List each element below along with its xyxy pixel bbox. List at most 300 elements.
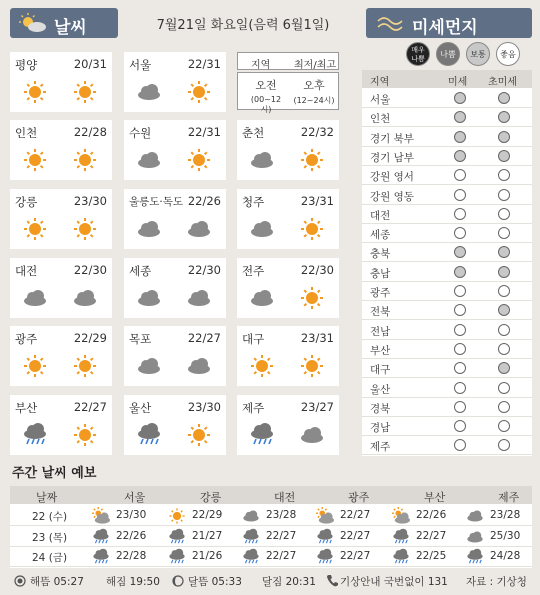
rain-icon [92, 528, 110, 546]
pm25-dot [498, 324, 510, 336]
pm25-dot [498, 111, 510, 123]
rain-icon [242, 528, 260, 546]
weekly-icon [92, 507, 110, 528]
city-name: 청주 [242, 195, 265, 209]
sun-icon [299, 353, 325, 379]
cloud-icon [136, 353, 162, 379]
pm10-dot [454, 266, 466, 278]
legend-pm-label: 오후 [303, 79, 325, 92]
rain-icon [22, 422, 48, 448]
sun-icon [186, 79, 212, 105]
pm10-dot [454, 285, 466, 297]
sunrise-text: 해뜸 05:27 [30, 576, 84, 588]
am-weather [136, 79, 162, 105]
city-name: 제주 [242, 401, 265, 415]
cloud-icon [242, 507, 260, 525]
rain-icon [392, 548, 410, 566]
dust-region: 전북 [370, 306, 391, 319]
city-name: 서울 [129, 58, 152, 72]
sun-icon [186, 147, 212, 173]
weekly-temp: 22/27 [416, 529, 447, 542]
level-very-bad [406, 42, 430, 66]
weekly-temp: 23/28 [490, 509, 521, 521]
city-card [10, 189, 112, 249]
pm-weather [299, 353, 325, 379]
date-text: 7월21일 화요일(음력 6월1일) [156, 18, 330, 33]
dust-region: 인천 [370, 113, 391, 126]
pm25-dot [498, 169, 510, 181]
sunset-text: 해짐 19:50 [106, 576, 160, 588]
legend-body [237, 72, 339, 114]
dust-row [362, 436, 532, 455]
city-card [237, 258, 339, 318]
pm-weather [299, 147, 325, 173]
weekly-icon [92, 548, 110, 569]
pm25-dot [498, 382, 510, 394]
pm-weather [186, 353, 212, 379]
city-name: 춘천 [242, 126, 265, 140]
weekly-icon [316, 548, 334, 569]
pm-weather [72, 79, 98, 105]
sun-icon [168, 507, 186, 525]
pm10-dot [454, 420, 466, 432]
pm-weather [299, 285, 325, 311]
cloud-icon [466, 507, 484, 525]
sunrise-icon [14, 575, 26, 587]
weekly-temp: 25/30 [490, 529, 521, 542]
weekly-icon [242, 507, 260, 528]
phone-text: 기상안내 국번없이 131 [340, 576, 448, 588]
am-weather [249, 422, 275, 448]
dust-row [362, 321, 532, 340]
weekly-temp: 22/29 [192, 509, 223, 521]
cloud-icon [186, 285, 212, 311]
pm25-dot [498, 150, 510, 162]
weekly-temp: 22/28 [116, 550, 147, 562]
am-weather [136, 147, 162, 173]
pm25-dot [498, 285, 510, 297]
am-weather [136, 422, 162, 448]
sun-icon [186, 422, 212, 448]
dust-region: 제주 [370, 441, 391, 454]
pm-weather [72, 353, 98, 379]
dust-table [362, 70, 532, 456]
pm25-dot [498, 362, 510, 374]
city-name: 울릉도·독도 [129, 196, 184, 208]
am-weather [22, 147, 48, 173]
weekly-head-cell: 제주 [498, 491, 520, 504]
cloud-icon [136, 216, 162, 242]
moonset-text: 달짐 20:31 [262, 576, 316, 588]
dust-row [362, 398, 532, 417]
city-temp: 23/30 [187, 400, 221, 414]
am-weather [22, 216, 48, 242]
cloud-icon [136, 147, 162, 173]
top-bar [0, 0, 540, 46]
pm10-dot [454, 246, 466, 258]
pm-weather [186, 285, 212, 311]
dust-region: 광주 [370, 287, 391, 299]
moon-icon [172, 575, 184, 587]
weekly-temp: 22/27 [340, 529, 371, 542]
pm10-dot [454, 439, 466, 451]
legend-minmax: 최저/최고 [294, 60, 337, 71]
city-card [10, 52, 112, 112]
am-weather [249, 285, 275, 311]
sun-icon [22, 353, 48, 379]
dust-region: 대구 [370, 364, 391, 377]
city-temp: 22/30 [187, 263, 221, 277]
city-name: 광주 [15, 332, 38, 346]
level-bad-label: 나쁨 [440, 50, 456, 59]
rain-icon [316, 548, 334, 566]
dust-region: 강원 영동 [370, 190, 414, 203]
city-temp: 20/31 [73, 57, 107, 71]
city-temp: 22/26 [187, 194, 221, 208]
cloud-icon [249, 216, 275, 242]
cloud-icon [299, 422, 325, 448]
city-card [237, 326, 339, 386]
dust-row [362, 166, 532, 185]
weekly-head-cell: 강릉 [200, 491, 222, 504]
weekly-head [10, 486, 532, 504]
weekly-icon [168, 528, 186, 549]
sun-icon [299, 147, 325, 173]
pm-weather [72, 422, 98, 448]
pm-weather [186, 422, 212, 448]
weekly-temp: 22/27 [340, 550, 371, 562]
city-temp: 22/31 [187, 125, 221, 139]
cloud-icon [186, 353, 212, 379]
am-weather [249, 216, 275, 242]
city-card [124, 395, 226, 455]
weekly-icon [92, 528, 110, 549]
city-temp: 22/32 [300, 125, 334, 139]
weekly-temp: 21/26 [192, 550, 223, 562]
pm-weather [299, 422, 325, 448]
legend-am-label: 오전 [255, 79, 277, 92]
city-temp: 23/27 [300, 400, 334, 414]
am-weather [22, 285, 48, 311]
city-temp: 23/31 [300, 194, 334, 208]
pm25-dot [498, 227, 510, 239]
cloud-icon [136, 79, 162, 105]
weekly-icon [316, 507, 334, 528]
source-text: 자료 : 기상청 [466, 576, 527, 588]
weekly-row [10, 547, 532, 567]
sun-cloud-icon [316, 507, 334, 525]
dust-row [362, 224, 532, 243]
dust-title-box [366, 8, 532, 38]
sun-icon [72, 147, 98, 173]
city-card [124, 52, 226, 112]
sun-icon [72, 422, 98, 448]
rain-icon [242, 548, 260, 566]
weekly-head-cell: 광주 [348, 491, 370, 504]
level-good-label: 좋음 [500, 50, 516, 59]
pm10-dot [454, 324, 466, 336]
rain-icon [92, 548, 110, 566]
city-card [10, 326, 112, 386]
pm-weather [72, 285, 98, 311]
city-name: 울산 [129, 401, 152, 415]
weekly-head-cell: 부산 [424, 491, 446, 504]
sun-icon [72, 353, 98, 379]
cloud-icon [22, 285, 48, 311]
city-card [10, 395, 112, 455]
pm-weather [186, 79, 212, 105]
city-name: 평양 [15, 58, 38, 72]
city-temp: 22/27 [73, 400, 107, 414]
legend [237, 52, 339, 112]
cloud-icon [136, 285, 162, 311]
am-weather [22, 422, 48, 448]
dust-row [362, 263, 532, 282]
dust-region: 전남 [370, 325, 391, 338]
am-weather [249, 353, 275, 379]
weather-title: 날씨 [54, 18, 87, 38]
dust-head-pm25: 초미세 [488, 77, 517, 88]
city-card [10, 258, 112, 318]
city-temp: 22/29 [73, 331, 107, 345]
weekly-date: 24 (금) [32, 552, 68, 564]
city-temp: 23/30 [73, 194, 107, 208]
rain-icon [249, 422, 275, 448]
weekly-temp: 22/26 [116, 529, 147, 542]
city-card [10, 120, 112, 180]
city-temp: 22/30 [300, 263, 334, 277]
weekly-icon [392, 507, 410, 528]
dust-head-region: 지역 [370, 77, 390, 88]
weekly-icon [392, 528, 410, 549]
pm-weather [72, 147, 98, 173]
weekly-table [10, 486, 532, 568]
pm10-dot [454, 111, 466, 123]
sun-icon [22, 147, 48, 173]
am-weather [136, 353, 162, 379]
city-temp: 22/28 [73, 125, 107, 139]
city-name: 강릉 [15, 195, 38, 209]
dust-row [362, 340, 532, 359]
dust-region: 충북 [370, 248, 391, 261]
dust-row [362, 108, 532, 127]
legend-pm [292, 77, 336, 106]
pm25-dot [498, 420, 510, 432]
city-temp: 22/27 [187, 331, 221, 345]
weekly-temp: 22/27 [266, 529, 297, 542]
legend-head [237, 52, 339, 70]
city-card [124, 258, 226, 318]
city-card [124, 326, 226, 386]
cloud-icon [186, 216, 212, 242]
city-name: 부산 [15, 401, 38, 415]
weekly-temp: 21/27 [192, 529, 223, 542]
weekly-date: 23 (목) [32, 531, 68, 544]
pm10-dot [454, 131, 466, 143]
weekly-icon [466, 548, 484, 569]
weekly-temp: 22/25 [416, 550, 447, 562]
city-name: 대구 [242, 332, 265, 346]
pm10-dot [454, 227, 466, 239]
dust-row [362, 417, 532, 436]
level-normal-label: 보통 [470, 50, 486, 59]
weekly-date: 22 (수) [32, 511, 68, 523]
city-temp: 23/31 [300, 331, 334, 345]
sun-cloud-icon [92, 507, 110, 525]
city-card [237, 189, 339, 249]
pm25-dot [498, 343, 510, 355]
rain-icon [168, 528, 186, 546]
am-weather [136, 216, 162, 242]
city-temp: 22/31 [187, 57, 221, 71]
pm-weather [72, 216, 98, 242]
cloud-icon [72, 285, 98, 311]
sun-cloud-icon [18, 12, 48, 34]
city-name: 목포 [129, 332, 152, 346]
pm10-dot [454, 92, 466, 104]
weekly-icon [466, 507, 484, 528]
level-good [496, 42, 520, 66]
rain-icon [316, 528, 334, 546]
cloud-icon [466, 528, 484, 546]
city-name: 인천 [15, 126, 38, 140]
weekly-temp: 24/28 [490, 550, 521, 562]
cloud-icon [249, 147, 275, 173]
dust-row [362, 282, 532, 301]
pm25-dot [498, 92, 510, 104]
pm-weather [186, 216, 212, 242]
dust-region: 부산 [370, 344, 391, 357]
weekly-temp: 22/27 [340, 509, 371, 521]
sun-icon [299, 216, 325, 242]
city-card [237, 120, 339, 180]
dust-row [362, 243, 532, 262]
weekly-title: 주간 날씨 예보 [12, 466, 97, 481]
weekly-head-cell: 대전 [274, 491, 296, 504]
rain-icon [136, 422, 162, 448]
pm10-dot [454, 189, 466, 201]
am-weather [249, 147, 275, 173]
weekly-row [10, 506, 532, 526]
city-name: 대전 [15, 264, 38, 278]
dust-region: 대전 [370, 209, 391, 222]
sun-icon [249, 353, 275, 379]
dust-title: 미세먼지 [412, 18, 478, 38]
dust-row [362, 379, 532, 398]
dust-head-pm10: 미세 [448, 77, 468, 88]
pm25-dot [498, 304, 510, 316]
weekly-icon [392, 548, 410, 569]
am-weather [22, 353, 48, 379]
weekly-temp: 22/26 [416, 509, 447, 521]
dust-region: 서울 [370, 94, 391, 106]
weekly-row [10, 527, 532, 547]
legend-region: 지역 [251, 60, 271, 71]
dust-region: 세종 [370, 229, 391, 242]
pm10-dot [454, 150, 466, 162]
dust-row [362, 147, 532, 166]
pm25-dot [498, 266, 510, 278]
footer [0, 572, 540, 592]
am-weather [22, 79, 48, 105]
city-card [124, 189, 226, 249]
pm10-dot [454, 382, 466, 394]
pm10-dot [454, 343, 466, 355]
weekly-icon [242, 528, 260, 549]
dust-row [362, 359, 532, 378]
dust-region: 경기 북부 [370, 132, 414, 145]
weekly-temp: 23/30 [116, 509, 147, 521]
city-card [237, 395, 339, 455]
dust-region: 강원 영서 [370, 171, 414, 184]
weekly-temp: 23/28 [266, 509, 297, 521]
dust-region: 충남 [370, 267, 391, 280]
weekly-head-cell: 날짜 [36, 491, 58, 504]
dust-region: 경기 남부 [370, 151, 414, 164]
dust-row [362, 205, 532, 224]
pm25-dot [498, 439, 510, 451]
sun-cloud-icon [392, 507, 410, 525]
weekly-temp: 22/27 [266, 550, 297, 562]
weather-title-box [10, 8, 118, 38]
dust-table-head [362, 70, 532, 88]
pm10-dot [454, 401, 466, 413]
dust-region: 경북 [370, 402, 391, 415]
rain-icon [168, 548, 186, 566]
sun-icon [22, 216, 48, 242]
weekly-icon [466, 528, 484, 549]
city-name: 수원 [129, 126, 152, 140]
pm10-dot [454, 304, 466, 316]
weekly-head-cell: 서울 [124, 491, 146, 504]
am-weather [136, 285, 162, 311]
dust-region: 울산 [370, 383, 391, 396]
pm25-dot [498, 208, 510, 220]
weekly-icon [316, 528, 334, 549]
dust-row [362, 186, 532, 205]
rain-icon [392, 528, 410, 546]
pm25-dot [498, 131, 510, 143]
dust-row [362, 128, 532, 147]
weekly-icon [168, 507, 186, 528]
level-very-bad-label: 매우나쁨 [411, 46, 425, 63]
sun-icon [72, 216, 98, 242]
legend-pm-sub: (12~24시) [293, 96, 335, 105]
pm25-dot [498, 246, 510, 258]
sun-icon [72, 79, 98, 105]
sun-icon [299, 285, 325, 311]
pm25-dot [498, 189, 510, 201]
legend-am [246, 77, 286, 115]
rain-icon [466, 548, 484, 566]
level-normal [466, 42, 490, 66]
dust-row [362, 89, 532, 108]
pm10-dot [454, 208, 466, 220]
pm-weather [299, 216, 325, 242]
phone-icon [326, 574, 338, 588]
weekly-icon [168, 548, 186, 569]
cloud-icon [249, 285, 275, 311]
pm10-dot [454, 362, 466, 374]
pm10-dot [454, 169, 466, 181]
weekly-icon [242, 548, 260, 569]
sun-icon [22, 79, 48, 105]
dust-row [362, 301, 532, 320]
city-card [124, 120, 226, 180]
city-temp: 22/30 [73, 263, 107, 277]
city-name: 세종 [129, 264, 152, 278]
dust-region: 경남 [370, 422, 391, 435]
